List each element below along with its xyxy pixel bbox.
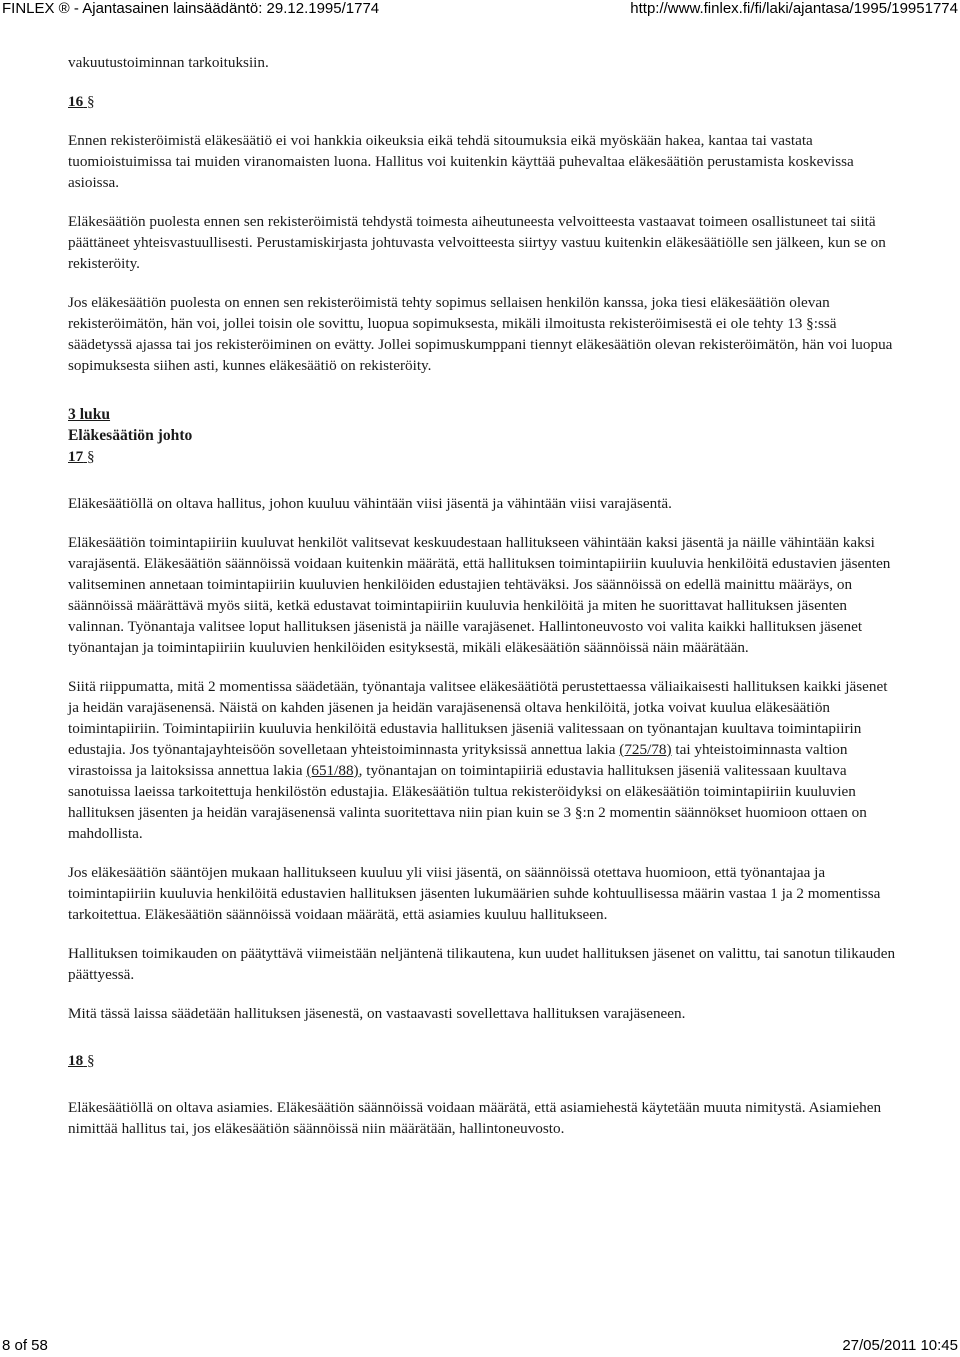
law-link-651-88[interactable]: (651/88) (306, 762, 359, 779)
section-17-paragraph-4: Jos eläkesäätiön sääntöjen mukaan hallitukseen kuuluu yli viisi jäsentä, on säännöissä otettava huomioon, että työnantajaa ja toimintapiiriin kuuluvia henkilöitä edustavien hallituksen jäsenten lukumäärien suhde kohtuullisessa määrin vastaa 1 ja 2 momentissa tarkoitettua. Eläkesäätiön säännöissä voidaan määrätä, että asiamies kuuluu hallitukseen. (68, 864, 881, 923)
intro-paragraph: vakuutustoiminnan tarkoituksiin. (68, 54, 269, 71)
section-17-paragraph-6: Mitä tässä laissa säädetään hallituksen jäsenestä, on vastaavasti sovellettava hallituksen varajäseneen. (68, 1005, 686, 1022)
section-16-paragraph-1: Ennen rekisteröimistä eläkesäätiö ei voi hankkia oikeuksia eikä tehdä sitoumuksia eikä myöskään hakea, kantaa tai vastata tuomioistuimissa tai muiden viranomaisten luona. Hallitus voi kuitenkin käyttää puhevaltaa eläkesäätiön perustamista koskevissa asioissa. (68, 132, 854, 191)
section-17-paragraph-1: Eläkesäätiöllä on oltava hallitus, johon kuuluu vähintään viisi jäsentä ja vähintään viisi varajäsentä. (68, 495, 672, 512)
chapter-3-heading (68, 404, 898, 446)
section-17-paragraph-3: Siitä riippumatta, mitä 2 momentissa säädetään, työnantaja valitsee eläkesäätiötä perustettaessa väliaikaisesti hallituksen kaikki jäsenet ja heidän varajäsenensä. Näistä on kahden jäsenen ja heidän varajäsenensä oltava henkilöitä, jotka voivat kuulua eläkesäätiön toimintapiiriin. Toimintapiiriin kuuluvia henkilöitä edustavia hallituksen jäseniä valitessaan on työnantajan kuultava toimintapiirin edustajia. Jos työnantajayhteisöön sovelletaan yhteistoiminnasta yrityksissä annettua lakia (725/78) tai yhteistoiminnasta valtion virastoissa ja laitoksissa annettua lakia (651/88), työnantajan on toimintapiiriä edustavia hallituksen jäseniä valitessaan kuultava sanotuissa laeissa tarkoitettuja henkilöstön edustajia. Eläkesäätiön tultua rekisteröidyksi on eläkesäätiön toimintapiiriin kuuluvien hallituksen jäsenten ja heidän varajäsenensä valinta suoritettava niin pian kuin se 3 §:n 2 momentin säännökset huomioon ottaen on mahdollista. (68, 678, 888, 842)
chapter-3-title: Eläkesäätiön johto (68, 427, 193, 444)
footer-page-number: 8 of 58 (2, 1337, 48, 1354)
law-link-725-78[interactable]: (725/78) (619, 741, 672, 758)
section-16-paragraph-2: Eläkesäätiön puolesta ennen sen rekisteröimistä tehdystä toimesta aiheutuneesta velvoitteesta vastaavat toimeen osallistuneet tai siitä päättäneet yhteisvastuullisesti. Perustamiskirjasta johtuvasta velvoitteesta siirtyy vastuu kuitenkin eläkesäätiölle sen jälkeen, kun se on rekisteröity. (68, 213, 886, 272)
print-footer (0, 1335, 960, 1357)
section-16-link[interactable]: 16 § (68, 93, 95, 110)
header-url: http://www.finlex.fi/fi/laki/ajantasa/1995/19951774 (630, 0, 958, 17)
section-17-paragraph-5: Hallituksen toimikauden on päätyttävä viimeistään neljäntenä tilikautena, kun uudet hallituksen jäsenet on valittu, tai sanotun tilikauden päättyessä. (68, 945, 896, 983)
section-16-heading (68, 91, 898, 112)
section-18-heading (68, 1050, 898, 1071)
chapter-3-number[interactable]: 3 luku (68, 406, 111, 423)
section-17-link[interactable]: 17 § (68, 448, 95, 465)
header-page-title: FINLEX ® - Ajantasainen lainsäädäntö: 29.12.1995/1774 (2, 0, 380, 17)
document-body (68, 52, 898, 1157)
section-16-paragraph-3: Jos eläkesäätiön puolesta on ennen sen rekisteröimistä tehty sopimus sellaisen henkilön kanssa, joka tiesi eläkesäätiön olevan rekisteröimätön, hän voi, jollei toisin ole sovittu, luopua sopimuksesta, mikäli ilmoitusta rekisteröimisestä ei ole tehty 13 §:ssä säädetyssä ajassa tai jos rekisteröiminen on evätty. Jollei sopimuskumppani tiennyt eläkesäätiön olevan rekisteröimätön, hän voi luopua sopimuksesta siihen asti, kunnes eläkesäätiö on rekisteröity. (68, 294, 893, 374)
footer-datetime: 27/05/2011 10:45 (842, 1337, 958, 1354)
section-18-link[interactable]: 18 § (68, 1052, 95, 1069)
section-18-paragraph-1: Eläkesäätiöllä on oltava asiamies. Eläkesäätiön säännöissä voidaan määrätä, että asiamiehestä käytetään muuta nimitystä. Asiamiehen nimittää hallitus tai, jos eläkesäätiön säännöissä niin määrätään, hallintoneuvosto. (68, 1099, 882, 1137)
section-17-heading (68, 446, 898, 467)
section-17-paragraph-2: Eläkesäätiön toimintapiiriin kuuluvat henkilöt valitsevat keskuudestaan hallitukseen vähintään kaksi jäsentä ja näille vähintään kaksi varajäsentä. Eläkesäätiön säännöissä voidaan kuitenkin määrätä, että hallituksen toimintapiiriin kuuluvia henkilöitä edustavien jäsenten valitseminen annetaan toimintapiiriin kuuluvien henkilöiden edustajien tehtäväksi. Jos säännöissä on edellä mainittu määräys, on säännöissä määrättävä myös siitä, ketkä edustavat toimintapiiriin kuuluvia henkilöitä ja miten he suorittavat hallituksen jäsenten valinnan. Työnantaja valitsee loput hallituksen jäsenistä ja näille varajäsenet. Hallintoneuvosto voi valita kaikki hallituksen jäsenet työnantajan ja toimintapiiriin kuuluvien henkilöiden esityksestä, mikäli eläkesäätiön säännöissä näin määrätään. (68, 534, 891, 656)
print-header (0, 0, 960, 22)
